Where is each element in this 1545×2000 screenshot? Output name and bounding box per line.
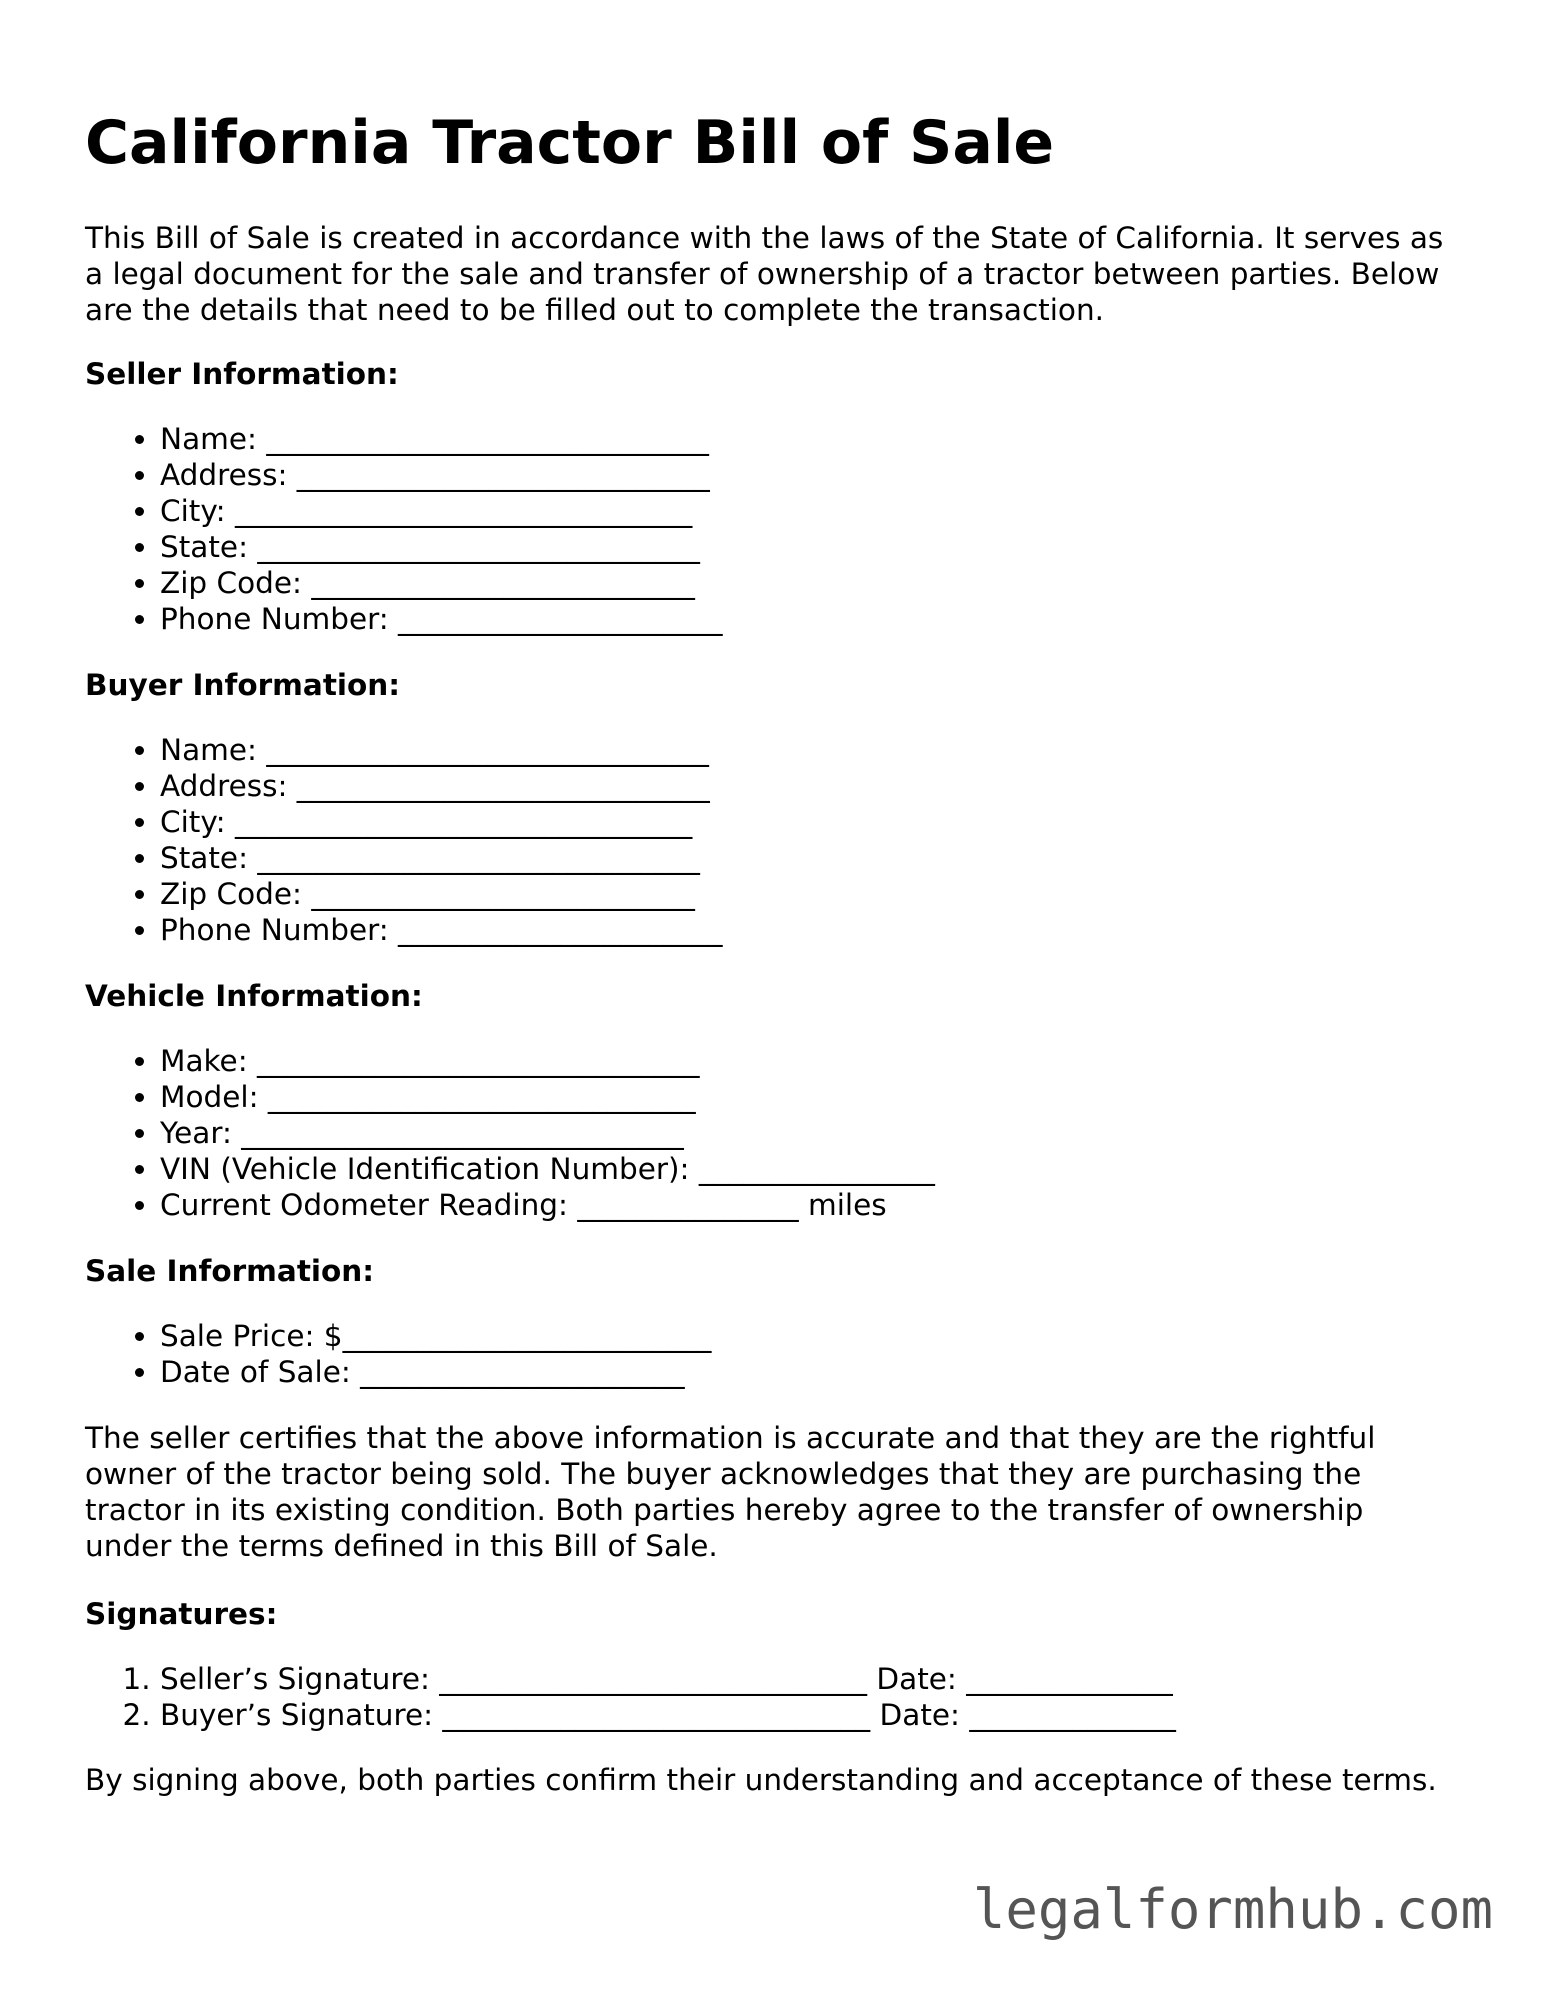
signatures-list — [85, 1661, 1176, 1733]
buyer-city-field[interactable]: • City: _______________________________ — [160, 804, 723, 840]
seller-city-field[interactable]: • City: _______________________________ — [160, 493, 723, 529]
seller-heading: Seller Information: — [85, 357, 399, 391]
sale-date-field[interactable]: • Date of Sale: ______________________ — [160, 1354, 711, 1390]
page-title: California Tractor Bill of Sale — [85, 108, 1055, 178]
vehicle-vin-field[interactable]: • VIN (Vehicle Identification Number): ________________ — [160, 1151, 935, 1187]
sale-price-field[interactable]: • Sale Price: $_________________________ — [160, 1318, 711, 1354]
seller-signature-field[interactable]: 1. Seller’s Signature: _____________________________ Date: ______________ — [160, 1661, 1176, 1697]
buyer-name-field[interactable]: • Name: ______________________________ — [160, 732, 723, 768]
seller-state-field[interactable]: • State: ______________________________ — [160, 529, 723, 565]
seller-name-field[interactable]: • Name: ______________________________ — [160, 421, 723, 457]
buyer-fields-list — [85, 732, 723, 948]
buyer-zip-field[interactable]: • Zip Code: __________________________ — [160, 876, 723, 912]
certification-paragraph: The seller certifies that the above information is accurate and that they are the rightful owner of the tractor being sold. The buyer acknowledges that they are purchasing the tractor in its existing condition. Both parties hereby agree to the transfer of ownership under the terms defined in this Bill of Sale. — [85, 1421, 1376, 1563]
vehicle-heading: Vehicle Information: — [85, 979, 423, 1013]
seller-phone-field[interactable]: • Phone Number: ______________________ — [160, 601, 723, 637]
sale-fields-list — [85, 1318, 711, 1390]
vehicle-year-field[interactable]: • Year: ______________________________ — [160, 1115, 935, 1151]
buyer-signature-field[interactable]: 2. Buyer’s Signature: _____________________________ Date: ______________ — [160, 1697, 1176, 1733]
vehicle-odometer-field[interactable]: • Current Odometer Reading: _______________ miles — [160, 1187, 935, 1223]
vehicle-fields-list — [85, 1043, 935, 1223]
watermark: legalformhub.com — [972, 1878, 1493, 1941]
seller-zip-field[interactable]: • Zip Code: __________________________ — [160, 565, 723, 601]
seller-fields-list — [85, 421, 723, 637]
signatures-heading: Signatures: — [85, 1597, 278, 1631]
intro-paragraph: This Bill of Sale is created in accordance with the laws of the State of California. It serves as a legal document for the sale and transfer of ownership of a tractor between parties. Below are the details that need to be filled out to complete the transaction. — [85, 221, 1444, 327]
closing-paragraph: By signing above, both parties confirm their understanding and acceptance of these terms. — [85, 1763, 1437, 1797]
sale-heading: Sale Information: — [85, 1254, 375, 1288]
vehicle-model-field[interactable]: • Model: _____________________________ — [160, 1079, 935, 1115]
buyer-heading: Buyer Information: — [85, 668, 401, 702]
buyer-state-field[interactable]: • State: ______________________________ — [160, 840, 723, 876]
buyer-address-field[interactable]: • Address: ____________________________ — [160, 768, 723, 804]
seller-address-field[interactable]: • Address: ____________________________ — [160, 457, 723, 493]
vehicle-make-field[interactable]: • Make: ______________________________ — [160, 1043, 935, 1079]
buyer-phone-field[interactable]: • Phone Number: ______________________ — [160, 912, 723, 948]
